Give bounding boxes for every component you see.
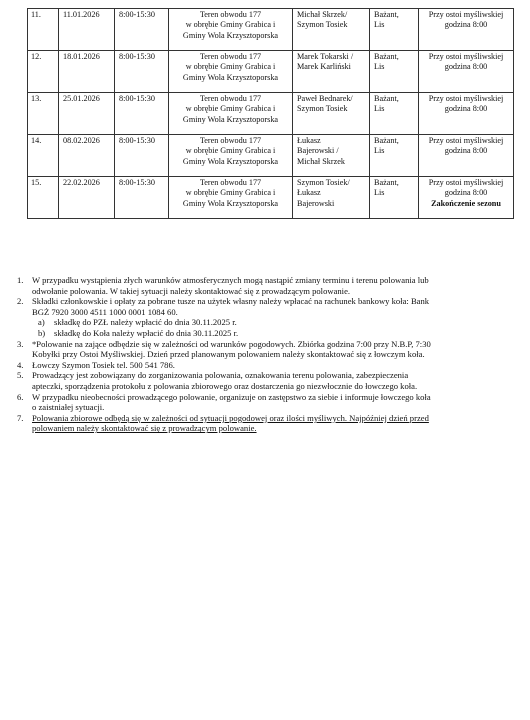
cell-meeting-point-line: Przy ostoi myśliwskiej — [428, 136, 504, 145]
cell-area — [169, 9, 293, 51]
note-item-7 — [17, 413, 515, 434]
cell-meeting-point — [419, 135, 514, 177]
cell-game-line: Bażant, — [374, 136, 399, 145]
cell-area-line: Teren obwodu 177 — [199, 178, 262, 187]
cell-meeting-point-line: Przy ostoi myśliwskiej — [428, 178, 504, 187]
cell-time: 8:00-15:30 — [115, 51, 169, 93]
cell-date: 18.01.2026 — [59, 51, 115, 93]
note-item-3 — [17, 339, 515, 360]
cell-meeting-point-line: Przy ostoi myśliwskiej — [428, 10, 504, 19]
note-line: Łowczy Szymon Tosiek tel. 500 541 786. — [32, 359, 175, 370]
note-number: 2. — [17, 296, 24, 307]
cell-game-line: Bażant, — [374, 10, 399, 19]
note-line: BGŻ 7920 3000 4511 1000 0001 1084 60. — [32, 306, 178, 317]
cell-area-line: Gminy Wola Krzysztoporska — [182, 30, 279, 40]
note-line: W przypadku wystąpienia złych warunków atmosferycznych mogą nastąpić zmiany terminu i terenu polowania lub — [32, 275, 429, 285]
cell-game-line: Bażant, — [374, 52, 399, 61]
note-line: polowaniem należy skontaktować się z prowadzącym polowanie. — [32, 423, 257, 434]
note-subitem-marker: a) — [38, 317, 45, 328]
note-subitem-b — [38, 328, 515, 339]
cell-meeting-point-line: godzina 8:00 — [444, 62, 488, 72]
note-item-4 — [17, 360, 515, 371]
cell-area-line: w obrębie Gminy Grabica i — [185, 188, 276, 198]
note-line: Polowania zbiorowe odbędą się w zależności od sytuacji pogodowej oraz ilości myśliwych. Najpóźniej dzień przed — [32, 412, 429, 423]
note-number: 7. — [17, 412, 24, 423]
cell-game — [370, 93, 419, 135]
cell-leaders-line: Szymon Tosiek/ — [297, 178, 350, 187]
note-line: W przypadku nieobecności prowadzącego polowanie, organizuje on zastępstwo za siebie i informuje łowczego koła — [32, 391, 431, 402]
note-item-2 — [17, 296, 515, 338]
hunt-schedule-table — [27, 8, 514, 219]
note-subitem-marker: b) — [38, 327, 46, 338]
schedule-row — [28, 9, 514, 51]
note-line: apteczki, sporządzenia protokołu z polowania zbiorowego oraz dostarczenia go niezwłocznie do łowczego koła. — [32, 380, 418, 391]
cell-game-line: Lis — [374, 146, 385, 156]
cell-meeting-point — [419, 51, 514, 93]
cell-area-line: Teren obwodu 177 — [199, 94, 262, 103]
note-item-1 — [17, 275, 515, 296]
cell-number: 14. — [28, 135, 59, 177]
cell-leaders-line: Bajerowski — [297, 198, 335, 208]
schedule-row — [28, 177, 514, 219]
note-line: Składki członkowskie i opłaty za pobrane tusze na użytek własny należy wpłacać na rachunek bankowy koła: Bank — [32, 296, 430, 307]
cell-time: 8:00-15:30 — [115, 93, 169, 135]
note-sublist — [32, 317, 515, 338]
cell-date: 25.01.2026 — [59, 93, 115, 135]
notes-list — [17, 275, 515, 434]
note-subitem-text: składkę do PZŁ należy wpłacić do dnia 30.11.2025 r. — [54, 317, 237, 328]
cell-leaders-line: Łukasz — [297, 136, 321, 145]
cell-game-line: Lis — [374, 62, 385, 72]
cell-game — [370, 135, 419, 177]
note-line: *Polowanie na zające odbędzie się w zależności od warunków pogodowych. Zbiórka godzina 7:00 przy N.B.P, 7:30 — [32, 338, 431, 349]
cell-time: 8:00-15:30 — [115, 177, 169, 219]
cell-meeting-point-line: godzina 8:00 — [444, 104, 488, 114]
cell-time: 8:00-15:30 — [115, 9, 169, 51]
cell-meeting-point-line: godzina 8:00 — [444, 188, 488, 198]
cell-leaders-line: Marek Karliński — [297, 62, 351, 72]
schedule-row — [28, 93, 514, 135]
note-number: 6. — [17, 391, 24, 402]
note-line: odwołanie polowania. W takiej sytuacji należy skontaktować się z prowadzącym polowanie. — [32, 285, 351, 296]
cell-date: 22.02.2026 — [59, 177, 115, 219]
season-end-label: Zakończenie sezonu — [431, 198, 501, 208]
note-number: 4. — [17, 359, 24, 370]
cell-area-line: Teren obwodu 177 — [199, 136, 262, 145]
cell-meeting-point — [419, 93, 514, 135]
cell-leaders — [293, 93, 370, 135]
cell-game-line: Lis — [374, 20, 385, 30]
cell-leaders-line: Szymon Tosiek — [297, 20, 348, 30]
schedule-body — [28, 9, 514, 219]
note-number: 3. — [17, 338, 24, 349]
cell-number: 12. — [28, 51, 59, 93]
cell-game-line: Bażant, — [374, 94, 399, 103]
cell-meeting-point-line: Przy ostoi myśliwskiej — [428, 94, 504, 103]
note-line: o zaistniałej sytuacji. — [32, 402, 105, 413]
cell-leaders — [293, 51, 370, 93]
note-item-6 — [17, 392, 515, 413]
note-line: Kobyłki przy Ostoi Myśliwskiej. Dzień przed planowanym polowaniem należy skontaktować się z łowczym koła. — [32, 349, 425, 360]
cell-area-line: Gminy Wola Krzysztoporska — [182, 72, 279, 82]
cell-date: 08.02.2026 — [59, 135, 115, 177]
cell-number: 11. — [28, 9, 59, 51]
cell-time: 8:00-15:30 — [115, 135, 169, 177]
cell-meeting-point — [419, 9, 514, 51]
cell-leaders — [293, 135, 370, 177]
cell-area — [169, 135, 293, 177]
cell-leaders — [293, 9, 370, 51]
note-subitem-a — [38, 317, 515, 328]
cell-area — [169, 93, 293, 135]
cell-leaders-line: Marek Tokarski / — [297, 52, 354, 61]
note-number: 5. — [17, 370, 24, 381]
note-subitem-text: składkę do Koła należy wpłacić do dnia 30.11.2025 r. — [54, 327, 239, 338]
cell-area-line: Gminy Wola Krzysztoporska — [182, 114, 279, 124]
cell-leaders-line: Michał Skrzek — [297, 156, 345, 166]
cell-area — [169, 177, 293, 219]
schedule-row — [28, 135, 514, 177]
cell-meeting-point-line: Przy ostoi myśliwskiej — [428, 52, 504, 61]
cell-number: 15. — [28, 177, 59, 219]
cell-area — [169, 51, 293, 93]
cell-area-line: Gminy Wola Krzysztoporska — [182, 198, 279, 208]
cell-meeting-point-line: godzina 8:00 — [444, 146, 488, 156]
cell-game — [370, 51, 419, 93]
cell-area-line: Teren obwodu 177 — [199, 52, 262, 61]
note-number: 1. — [17, 275, 24, 285]
cell-meeting-point — [419, 177, 514, 219]
cell-leaders-line: Szymon Tosiek — [297, 104, 348, 114]
cell-game — [370, 9, 419, 51]
schedule-row — [28, 51, 514, 93]
cell-area-line: w obrębie Gminy Grabica i — [185, 104, 276, 114]
cell-area-line: w obrębie Gminy Grabica i — [185, 62, 276, 72]
cell-game-line: Bażant, — [374, 178, 399, 187]
cell-leaders-line: Bajerowski / — [297, 146, 339, 156]
cell-meeting-point-line: godzina 8:00 — [444, 20, 488, 30]
cell-number: 13. — [28, 93, 59, 135]
cell-area-line: w obrębie Gminy Grabica i — [185, 146, 276, 156]
note-line: Prowadzący jest zobowiązany do zorganizowania polowania, oznakowania terenu polowania, zabezpieczenia — [32, 370, 409, 381]
cell-area-line: Teren obwodu 177 — [199, 10, 262, 19]
cell-area-line: Gminy Wola Krzysztoporska — [182, 156, 279, 166]
cell-leaders-line: Michał Skrzek/ — [297, 10, 348, 19]
cell-leaders-line: Paweł Bednarek/ — [297, 94, 353, 103]
cell-leaders-line: Łukasz — [297, 188, 321, 198]
cell-date: 11.01.2026 — [59, 9, 115, 51]
cell-leaders — [293, 177, 370, 219]
cell-game — [370, 177, 419, 219]
cell-area-line: w obrębie Gminy Grabica i — [185, 20, 276, 30]
note-item-5 — [17, 370, 515, 391]
cell-game-line: Lis — [374, 188, 385, 198]
cell-game-line: Lis — [374, 104, 385, 114]
